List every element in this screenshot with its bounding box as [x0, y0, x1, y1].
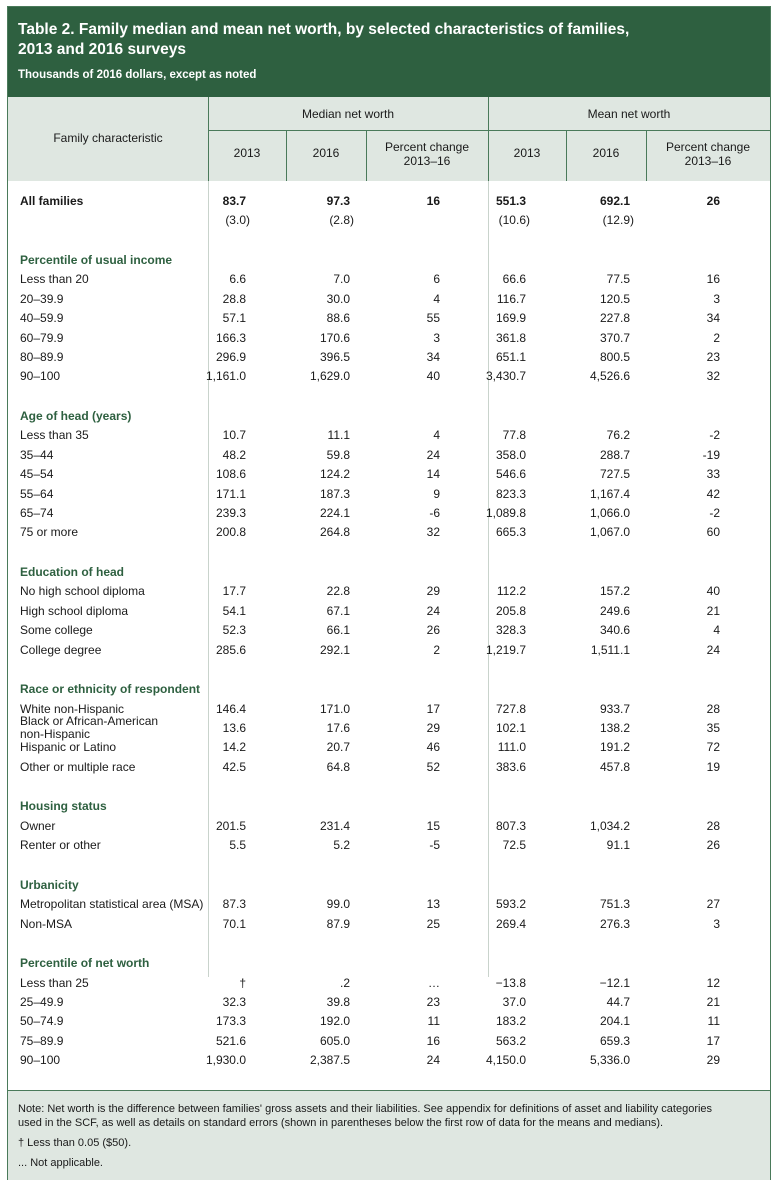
- median-pct-change-value: 55: [426, 311, 440, 326]
- median-2016-value: 11.1: [327, 428, 350, 443]
- median-2016-value: 64.8: [326, 759, 350, 774]
- median-pct-change-value: 25: [426, 916, 440, 931]
- mean-2013-value: 1,219.7: [485, 642, 526, 657]
- mean-pct-change-value: -19: [702, 447, 720, 462]
- median-2013-value: 108.6: [215, 467, 246, 482]
- mean-2013-value: 66.6: [502, 272, 526, 287]
- mean-2013-value: 665.3: [495, 525, 526, 540]
- median-2013-value: 296.9: [215, 350, 246, 364]
- median-2016-value: 59.8: [326, 447, 350, 462]
- mean-2013-value: 72.5: [502, 838, 526, 853]
- mean-2013-value: 4,150.0: [485, 1053, 526, 1068]
- median-2016-value: 2,387.5: [309, 1053, 350, 1068]
- pct-change-label: Percent change: [665, 140, 751, 154]
- median-2013-value: 521.6: [215, 1033, 246, 1048]
- mean-2016-value: 1,167.4: [589, 486, 630, 501]
- median-pct-change-value: -5: [429, 838, 440, 853]
- mean-2013-value: 37.0: [502, 995, 526, 1009]
- mean-2016-value: 1,066.0: [589, 506, 630, 520]
- mean-2013-header: 2013: [513, 146, 541, 160]
- median-2016-value: 87.9: [326, 916, 350, 931]
- all-families-median-2013: 83.7: [222, 194, 246, 208]
- mean-2013-value: 183.2: [495, 1014, 526, 1029]
- all-families-median-2016: 97.3: [326, 194, 350, 208]
- median-2013-value: 54.1: [222, 603, 246, 618]
- mean-pct-change-value: 40: [706, 584, 720, 599]
- row-label: 50–74.9: [20, 1014, 64, 1029]
- mean-pct-change-value: 19: [706, 759, 720, 774]
- mean-2013-value: 361.8: [495, 330, 526, 345]
- row-label: Renter or other: [20, 838, 101, 853]
- mean-2016-value: 77.5: [606, 272, 630, 287]
- mean-2013-value: 112.2: [496, 584, 526, 599]
- median-2013-value: 70.1: [222, 916, 246, 931]
- mean-2016-value: 138.2: [599, 721, 630, 735]
- median-2016-value: 264.8: [319, 525, 350, 540]
- row-label: Other or multiple race: [20, 759, 136, 774]
- mean-pct-change-value: 35: [706, 721, 720, 735]
- mean-2013-value: 593.2: [495, 897, 526, 912]
- mean-2013-value: 328.3: [495, 623, 526, 638]
- mean-2013-value: 358.0: [495, 447, 526, 462]
- table-header: [8, 7, 770, 97]
- median-2016-value: 67.1: [326, 603, 350, 618]
- median-2013-value: 52.3: [222, 623, 246, 638]
- row-label: Hispanic or Latino: [20, 740, 117, 755]
- median-pct-change-value: 4: [433, 428, 440, 443]
- section-title: Housing status: [20, 799, 107, 814]
- mean-pct-change-value: 42: [706, 486, 720, 501]
- section-title: Race or ethnicity of respondent: [20, 682, 201, 697]
- mean-pct-change-value: 24: [706, 642, 720, 657]
- median-2016-header: 2016: [312, 146, 340, 160]
- mean-pct-change-value: 4: [713, 623, 720, 638]
- dagger-note: † Less than 0.05 ($50).: [18, 1137, 132, 1149]
- mean-pct-change-value: -2: [709, 506, 720, 520]
- median-pct-change-value: 11: [427, 1014, 440, 1029]
- mean-pct-change-value: 16: [706, 272, 720, 287]
- mean-2016-value: 1,067.0: [589, 525, 630, 540]
- mean-2013-value: −13.8: [495, 975, 526, 990]
- pct-change-label: Percent change: [384, 140, 470, 154]
- mean-2013-value: 651.1: [495, 350, 526, 364]
- header-rule: [208, 130, 770, 131]
- median-2016-value: 292.1: [319, 642, 350, 657]
- pct-change-years: 2013–16: [684, 154, 732, 168]
- median-pct-change-value: 14: [426, 467, 440, 482]
- row-label: Some college: [20, 623, 93, 638]
- mean-2016-value: 933.7: [599, 701, 630, 716]
- mean-2013-value: 116.7: [496, 291, 526, 306]
- mean-pct-change-value: 3: [713, 916, 720, 931]
- mean-2016-value: 4,526.6: [589, 369, 630, 384]
- mean-pct-change-value: 28: [706, 818, 720, 833]
- mean-pct-change-header: [646, 140, 770, 168]
- mean-2016-value: 751.3: [599, 897, 630, 912]
- median-pct-change-value: 26: [426, 623, 440, 638]
- median-2013-value: 285.6: [215, 642, 246, 657]
- mean-2016-value: 1,511.1: [590, 642, 630, 657]
- row-label: Owner: [20, 818, 56, 833]
- standard-error-mean-2016: (12.9): [602, 213, 634, 227]
- table-subtitle: Thousands of 2016 dollars, except as noted: [18, 69, 257, 81]
- median-pct-change-value: …: [428, 975, 440, 990]
- mean-2016-value: 120.5: [599, 291, 630, 306]
- mean-2016-value: 370.7: [599, 330, 630, 345]
- mean-2013-value: 383.6: [495, 759, 526, 774]
- mean-pct-change-value: 29: [706, 1053, 720, 1068]
- mean-2016-value: 227.8: [599, 311, 630, 326]
- mean-net-worth-header: Mean net worth: [587, 107, 671, 121]
- mean-2016-value: 1,034.2: [589, 818, 630, 833]
- mean-2013-value: 269.4: [495, 916, 526, 931]
- all-families-median-pct-change: 16: [426, 194, 440, 208]
- median-2016-value: 187.3: [319, 486, 350, 501]
- median-2016-value: 231.4: [319, 818, 350, 833]
- median-2013-value: 200.8: [215, 525, 246, 540]
- mean-pct-change-value: 27: [706, 897, 720, 912]
- mean-2013-value: 727.8: [495, 701, 526, 716]
- median-2016-value: 99.0: [326, 897, 350, 912]
- mean-pct-change-value: 26: [706, 838, 720, 853]
- median-2013-value: 32.3: [222, 995, 246, 1009]
- median-2013-header: 2013: [233, 146, 261, 160]
- median-pct-change-value: 6: [433, 272, 440, 287]
- standard-error-median-2016: (2.8): [329, 213, 354, 227]
- median-2013-value: 13.6: [222, 721, 246, 735]
- median-2016-value: 124.2: [319, 467, 350, 482]
- median-2013-value: 5.5: [229, 838, 246, 853]
- median-pct-change-value: 13: [426, 897, 440, 912]
- mean-2016-value: 44.7: [606, 995, 630, 1009]
- median-2016-value: 7.0: [333, 272, 350, 287]
- mean-2016-value: 457.8: [599, 759, 630, 774]
- section-title: Urbanicity: [20, 877, 79, 892]
- mean-2013-value: 77.8: [502, 428, 526, 443]
- median-2016-value: 30.0: [326, 291, 350, 306]
- median-2013-value: 173.3: [215, 1014, 246, 1029]
- median-2016-value: 20.7: [326, 740, 350, 755]
- row-label: 75 or more: [20, 525, 79, 540]
- note-text: Note: Net worth is the difference between families' gross assets and their liabilities. See appendix for definitions of asset and liability categories: [18, 1103, 713, 1115]
- median-2013-value: 239.3: [215, 506, 246, 520]
- median-net-worth-header: Median net worth: [301, 107, 395, 121]
- median-2013-value: 6.6: [229, 272, 246, 287]
- median-2016-value: 171.0: [319, 701, 350, 716]
- mean-2016-value: −12.1: [599, 975, 630, 990]
- row-label-continued: non-Hispanic: [20, 727, 91, 741]
- mean-pct-change-value: 33: [706, 467, 720, 482]
- median-2016-value: 605.0: [319, 1033, 350, 1048]
- section-title: Age of head (years): [20, 409, 132, 423]
- median-pct-change-value: 29: [426, 584, 440, 599]
- median-2016-value: 66.1: [326, 623, 350, 638]
- mean-pct-change-value: 21: [706, 995, 720, 1009]
- mean-2016-value: 340.6: [599, 623, 630, 638]
- mean-2013-value: 169.9: [495, 311, 526, 326]
- row-label: High school diploma: [20, 603, 129, 618]
- median-2013-value: 1,930.0: [205, 1053, 246, 1068]
- mean-pct-change-value: 72: [706, 740, 720, 755]
- median-2016-value: 1,629.0: [309, 369, 350, 384]
- table-page: [7, 6, 771, 1180]
- median-pct-change-value: 24: [426, 603, 440, 618]
- mean-2013-value: 111.0: [497, 740, 526, 755]
- median-2013-value: 48.2: [222, 447, 246, 462]
- row-label: 90–100: [20, 369, 61, 384]
- median-2013-value: 1,161.0: [205, 369, 246, 384]
- section-title: Education of head: [20, 565, 125, 579]
- row-label: 45–54: [20, 467, 54, 482]
- mean-2013-value: 807.3: [495, 818, 526, 833]
- mean-2016-value: 204.1: [599, 1014, 630, 1029]
- all-families-mean-pct-change: 26: [706, 194, 720, 208]
- median-2016-value: .2: [339, 975, 350, 990]
- mean-2013-value: 823.3: [495, 486, 526, 501]
- mean-2016-value: 157.2: [599, 584, 630, 599]
- median-pct-change-value: 3: [433, 330, 440, 345]
- row-label: 55–64: [20, 486, 54, 501]
- standard-error-median-2013: (3.0): [225, 213, 250, 227]
- mean-2013-value: 3,430.7: [485, 369, 526, 384]
- mean-2013-value: 205.8: [495, 603, 526, 618]
- median-2016-value: 39.8: [326, 995, 350, 1009]
- mean-2016-value: 659.3: [599, 1033, 630, 1048]
- mean-pct-change-value: 60: [706, 525, 720, 540]
- row-label: 35–44: [20, 447, 54, 462]
- median-pct-change-value: 4: [433, 291, 440, 306]
- median-2013-value: 14.2: [222, 740, 246, 755]
- ellipsis-note: ... Not applicable.: [18, 1157, 103, 1169]
- mean-2013-value: 1,089.8: [485, 506, 526, 520]
- median-pct-change-value: 40: [426, 369, 440, 384]
- row-label: 80–89.9: [20, 350, 64, 364]
- mean-2016-value: 276.3: [599, 916, 630, 931]
- median-pct-change-value: 46: [426, 740, 440, 755]
- row-label: 25–49.9: [20, 995, 64, 1009]
- median-pct-change-value: 15: [426, 818, 440, 833]
- mean-2016-value: 249.6: [599, 603, 630, 618]
- mean-pct-change-value: 28: [706, 701, 720, 716]
- median-2013-value: 87.3: [222, 897, 246, 912]
- mean-pct-change-value: 2: [713, 330, 720, 345]
- mean-2016-value: 727.5: [599, 467, 630, 482]
- section-title: Percentile of usual income: [20, 253, 173, 267]
- row-label: Less than 25: [20, 975, 89, 990]
- note-text: used in the SCF, as well as details on standard errors (shown in parentheses below the first row of data for the means and medians).: [18, 1117, 664, 1129]
- mean-pct-change-value: 34: [706, 311, 720, 326]
- table-title-continued: 2013 and 2016 surveys: [18, 41, 187, 58]
- column-headers: [8, 97, 770, 182]
- median-pct-change-value: 23: [426, 995, 440, 1009]
- median-2016-value: 88.6: [326, 311, 350, 326]
- all-families-mean-2013: 551.3: [495, 194, 526, 208]
- row-label: 20–39.9: [20, 291, 64, 306]
- median-pct-change-value: 24: [426, 1053, 440, 1068]
- all-families-label: All families: [20, 194, 84, 208]
- median-2013-value: 201.5: [215, 818, 246, 833]
- row-label: 60–79.9: [20, 330, 64, 345]
- row-label: White non-Hispanic: [20, 701, 125, 716]
- median-2016-value: 396.5: [319, 350, 350, 364]
- table-body: [8, 181, 770, 1068]
- mean-2016-value: 191.2: [599, 740, 630, 755]
- row-label: 75–89.9: [20, 1033, 64, 1048]
- median-pct-change-header: [366, 140, 488, 168]
- median-pct-change-value: 32: [426, 525, 440, 540]
- median-pct-change-value: 29: [426, 721, 440, 735]
- mean-2016-value: 800.5: [599, 350, 630, 364]
- median-pct-change-value: 52: [426, 759, 440, 774]
- median-pct-change-value: 16: [426, 1033, 440, 1048]
- mean-pct-change-value: 17: [706, 1033, 720, 1048]
- mean-pct-change-value: 11: [707, 1014, 720, 1029]
- mean-pct-change-value: 12: [706, 975, 720, 990]
- table-notes: [8, 1090, 770, 1180]
- median-2013-value: 57.1: [222, 311, 246, 326]
- row-label: Non-MSA: [20, 916, 73, 931]
- median-pct-change-value: 17: [426, 701, 440, 716]
- mean-pct-change-value: 23: [706, 350, 720, 364]
- row-label: Less than 20: [20, 272, 89, 287]
- standard-error-mean-2013: (10.6): [498, 213, 530, 227]
- median-pct-change-value: -6: [429, 506, 440, 520]
- median-2016-value: 192.0: [319, 1014, 350, 1029]
- row-label: Black or African-American: [20, 714, 159, 728]
- median-2013-value: 28.8: [222, 291, 246, 306]
- row-label: Metropolitan statistical area (MSA): [20, 897, 204, 912]
- median-pct-change-value: 9: [433, 486, 440, 501]
- mean-2013-value: 102.1: [495, 721, 526, 735]
- median-2016-value: 5.2: [333, 838, 350, 853]
- row-label: No high school diploma: [20, 584, 145, 599]
- median-2013-value: 171.1: [215, 486, 246, 501]
- row-label: 40–59.9: [20, 311, 64, 326]
- median-2016-value: 224.1: [319, 506, 350, 520]
- median-2013-value: 166.3: [215, 330, 246, 345]
- median-2013-value: 10.7: [222, 428, 246, 443]
- median-pct-change-value: 2: [433, 642, 440, 657]
- mean-2016-value: 91.1: [606, 838, 630, 853]
- median-2013-value: 17.7: [222, 584, 246, 599]
- mean-pct-change-value: 32: [706, 369, 720, 384]
- median-2016-value: 22.8: [326, 584, 350, 599]
- row-label: College degree: [20, 642, 102, 657]
- median-pct-change-value: 34: [426, 350, 440, 364]
- mean-2016-value: 5,336.0: [589, 1053, 630, 1068]
- median-2013-value: 146.4: [215, 701, 246, 716]
- row-label: 90–100: [20, 1053, 61, 1068]
- mean-pct-change-value: 21: [706, 603, 720, 618]
- section-title: Percentile of net worth: [20, 956, 150, 971]
- median-2013-value: 42.5: [222, 759, 246, 774]
- mean-2016-value: 288.7: [599, 447, 630, 462]
- family-characteristic-header: Family characteristic: [53, 131, 163, 145]
- row-label: 65–74: [20, 506, 54, 520]
- median-2016-value: 170.6: [319, 330, 350, 345]
- row-label: Less than 35: [20, 428, 89, 443]
- pct-change-years: 2013–16: [403, 154, 451, 168]
- mean-pct-change-value: 3: [713, 291, 720, 306]
- all-families-mean-2016: 692.1: [599, 194, 630, 208]
- mean-2016-value: 76.2: [606, 428, 630, 443]
- mean-2013-value: 563.2: [495, 1033, 526, 1048]
- median-2016-value: 17.6: [326, 721, 350, 735]
- mean-pct-change-value: -2: [709, 428, 720, 443]
- mean-2016-header: 2016: [592, 146, 620, 160]
- median-pct-change-value: 24: [426, 447, 440, 462]
- median-2013-value: †: [239, 975, 246, 990]
- table-title: Table 2. Family median and mean net worth, by selected characteristics of families,: [18, 21, 630, 38]
- mean-2013-value: 546.6: [495, 467, 526, 482]
